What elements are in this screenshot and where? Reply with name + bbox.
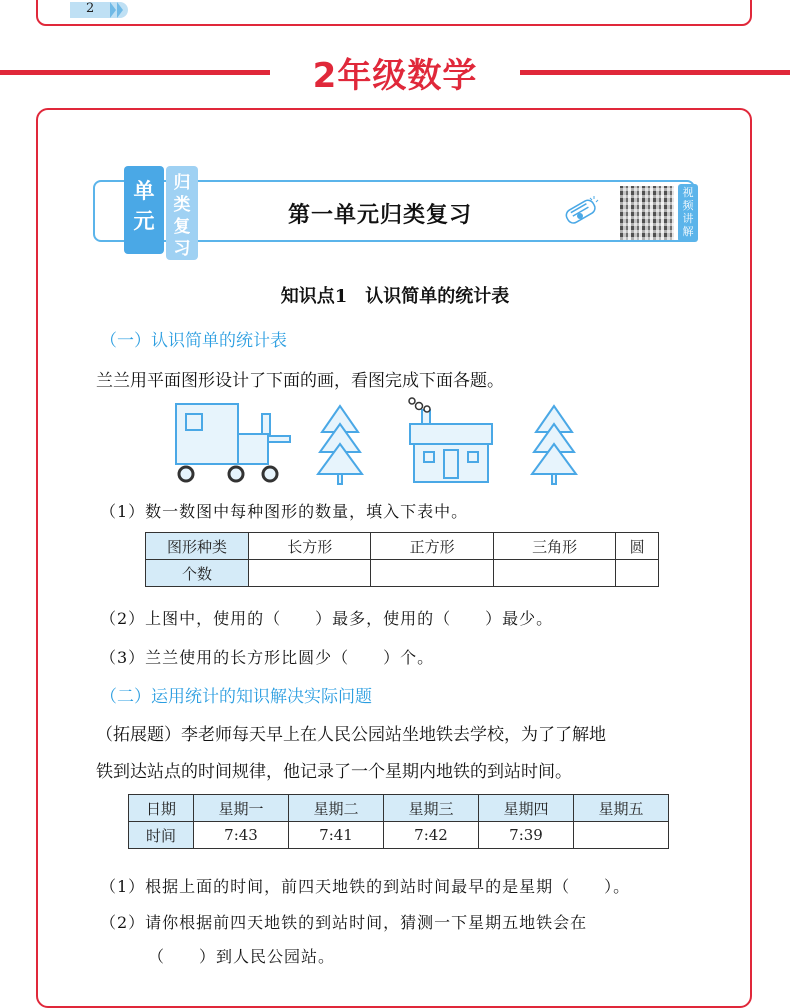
unit-title: 第一单元归类复习 bbox=[287, 203, 472, 228]
square-shape bbox=[186, 414, 202, 430]
rectangle-shape bbox=[238, 434, 268, 464]
time-cell: 7:42 bbox=[384, 822, 479, 849]
table-row-label: 个数 bbox=[146, 560, 249, 587]
section2-intro-line2: 铁到达站点的时间规律，他记录了一个星期内地铁的到站时间。 bbox=[96, 762, 572, 782]
rectangle-shape bbox=[338, 474, 342, 484]
time-cell: 7:43 bbox=[194, 822, 289, 849]
answer-cell[interactable] bbox=[249, 560, 371, 587]
answer-cell[interactable] bbox=[493, 560, 615, 587]
rectangle-shape bbox=[268, 436, 290, 442]
table-header: 三角形 bbox=[493, 533, 615, 560]
page-number: 2 bbox=[86, 1, 95, 16]
video-explanation-tag[interactable]: 视 频 讲 解 bbox=[678, 184, 698, 242]
section1-question3: （3）兰兰使用的长方形比圆少（ ）个。 bbox=[100, 648, 435, 667]
circle-shape bbox=[409, 398, 415, 404]
time-cell: 7:41 bbox=[289, 822, 384, 849]
answer-cell[interactable] bbox=[574, 822, 669, 849]
shapes-picture bbox=[170, 396, 590, 488]
time-cell: 7:39 bbox=[479, 822, 574, 849]
table-header: 星期四 bbox=[479, 795, 574, 822]
grade-title: 2年级数学 bbox=[312, 56, 478, 96]
table-header: 星期五 bbox=[574, 795, 669, 822]
section1-intro: 兰兰用平面图形设计了下面的画，看图完成下面各题。 bbox=[96, 371, 504, 391]
table-header: 星期二 bbox=[289, 795, 384, 822]
previous-page-card bbox=[36, 0, 752, 26]
table-header: 长方形 bbox=[249, 533, 371, 560]
circle-shape bbox=[229, 467, 243, 481]
knowledge-point-title: 知识点1 认识简单的统计表 bbox=[280, 286, 510, 307]
table-header: 星期一 bbox=[194, 795, 289, 822]
page-number-tab bbox=[70, 2, 128, 18]
review-label: 归 类 复 习 bbox=[166, 166, 198, 260]
arrow-icon bbox=[117, 2, 123, 18]
rectangle-shape bbox=[262, 414, 270, 434]
table-header: 日期 bbox=[129, 795, 194, 822]
rectangle-shape bbox=[552, 474, 556, 484]
square-shape bbox=[424, 452, 434, 462]
section2-question1: （1）根据上面的时间，前四天地铁的到站时间最早的是星期（ ）。 bbox=[100, 877, 631, 896]
circle-shape bbox=[179, 467, 193, 481]
answer-cell[interactable] bbox=[371, 560, 493, 587]
answer-cell[interactable] bbox=[616, 560, 659, 587]
table-row-label: 时间 bbox=[129, 822, 194, 849]
circle-shape bbox=[416, 403, 423, 410]
section2-heading: （二）运用统计的知识解决实际问题 bbox=[100, 687, 372, 707]
unit-label: 单 元 bbox=[124, 166, 164, 254]
section2-question2-line2: （ ）到人民公园站。 bbox=[148, 947, 336, 966]
section2-question2-line1: （2）请你根据前四天地铁的到站时间，猜测一下星期五地铁会在 bbox=[100, 913, 588, 932]
shape-count-table bbox=[145, 532, 659, 587]
square-shape bbox=[468, 452, 478, 462]
table-header: 星期三 bbox=[384, 795, 479, 822]
diploma-scroll-icon bbox=[560, 192, 604, 232]
rectangle-shape bbox=[444, 450, 458, 478]
circle-shape bbox=[263, 467, 277, 481]
section1-question1: （1）数一数图中每种图形的数量，填入下表中。 bbox=[100, 502, 469, 521]
rectangle-shape bbox=[410, 424, 492, 444]
table-header: 正方形 bbox=[371, 533, 493, 560]
section1-question2: （2）上图中，使用的（ ）最多，使用的（ ）最少。 bbox=[100, 609, 554, 628]
section2-intro-line1: （拓展题）李老师每天早上在人民公园站坐地铁去学校，为了了解地 bbox=[96, 725, 606, 745]
subway-time-table bbox=[128, 794, 669, 849]
arrow-icon bbox=[110, 2, 116, 18]
qr-code[interactable] bbox=[620, 186, 674, 240]
table-header: 圆 bbox=[616, 533, 659, 560]
section1-heading: （一）认识简单的统计表 bbox=[100, 331, 287, 351]
table-header: 图形种类 bbox=[146, 533, 249, 560]
circle-shape bbox=[424, 406, 430, 412]
